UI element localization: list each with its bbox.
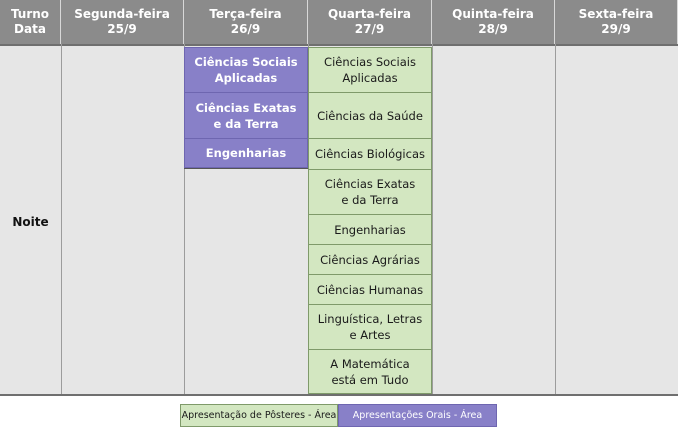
header-date: 29/9 xyxy=(601,22,631,36)
column-divider xyxy=(432,44,433,396)
cell-line: Aplicadas xyxy=(342,71,398,85)
header-date: 26/9 xyxy=(230,22,261,36)
cell-line: Ciências Humanas xyxy=(316,282,424,297)
header-quinta xyxy=(432,0,555,44)
poster-cell xyxy=(308,215,432,245)
oral-block-underline xyxy=(184,168,308,169)
legend-oral: Apresentações Orais - Área xyxy=(338,404,497,427)
oral-cell xyxy=(184,47,308,93)
column-divider xyxy=(61,44,62,396)
cell-line: Ciências Exatas xyxy=(324,177,416,191)
header-day: Quarta-feira xyxy=(327,7,412,21)
cell-line: e da Terra xyxy=(213,116,279,131)
cell-line: Ciências Sociais xyxy=(194,55,298,69)
header-date: 27/9 xyxy=(354,22,385,36)
oral-cell xyxy=(184,93,308,139)
cell-line: está em Tudo xyxy=(331,372,409,387)
cell-line: Ciências da Saúde xyxy=(317,108,423,123)
cell-line: Aplicadas xyxy=(214,71,278,85)
cell-line: Linguística, Letras xyxy=(317,312,423,326)
header-date: 28/9 xyxy=(478,22,508,36)
legend-poster: Apresentação de Pôsteres - Área xyxy=(180,404,338,427)
cell-line: Engenharias xyxy=(334,222,406,237)
header-divider xyxy=(0,44,678,46)
poster-cell xyxy=(308,350,432,394)
turno-label: Noite xyxy=(12,215,49,229)
cell-line: Ciências Sociais xyxy=(324,55,416,69)
header-terca xyxy=(184,0,308,44)
header-day: Terça-feira xyxy=(209,7,282,21)
cell-line: e da Terra xyxy=(341,193,399,207)
poster-cell xyxy=(308,139,432,170)
cell-line: Ciências Exatas xyxy=(195,100,297,115)
poster-cell xyxy=(308,93,432,139)
poster-cell xyxy=(308,245,432,275)
cell-line: Ciências Agrárias xyxy=(320,252,420,267)
bottom-divider xyxy=(0,394,678,396)
cell-line: A Matemática xyxy=(330,356,410,371)
header-line1: Turno xyxy=(10,7,50,21)
cell-line: Ciências Biológicas xyxy=(314,147,425,161)
poster-cell xyxy=(308,47,432,93)
header-date: 25/9 xyxy=(107,22,137,36)
cell-line: Engenharias xyxy=(205,146,287,160)
poster-cell xyxy=(308,305,432,350)
column-divider xyxy=(555,44,556,396)
header-day: Quinta-feira xyxy=(452,7,534,21)
header-quarta xyxy=(308,0,432,44)
poster-cell xyxy=(308,275,432,305)
oral-cell xyxy=(184,139,308,168)
header-sexta xyxy=(555,0,678,44)
header-line2: Data xyxy=(14,22,46,36)
header-segunda xyxy=(61,0,184,44)
header-turno-data xyxy=(0,0,61,44)
header-day: Sexta-feira xyxy=(578,7,654,21)
header-day: Segunda-feira xyxy=(74,7,170,21)
cell-line: e Artes xyxy=(349,328,391,342)
poster-cell xyxy=(308,170,432,215)
